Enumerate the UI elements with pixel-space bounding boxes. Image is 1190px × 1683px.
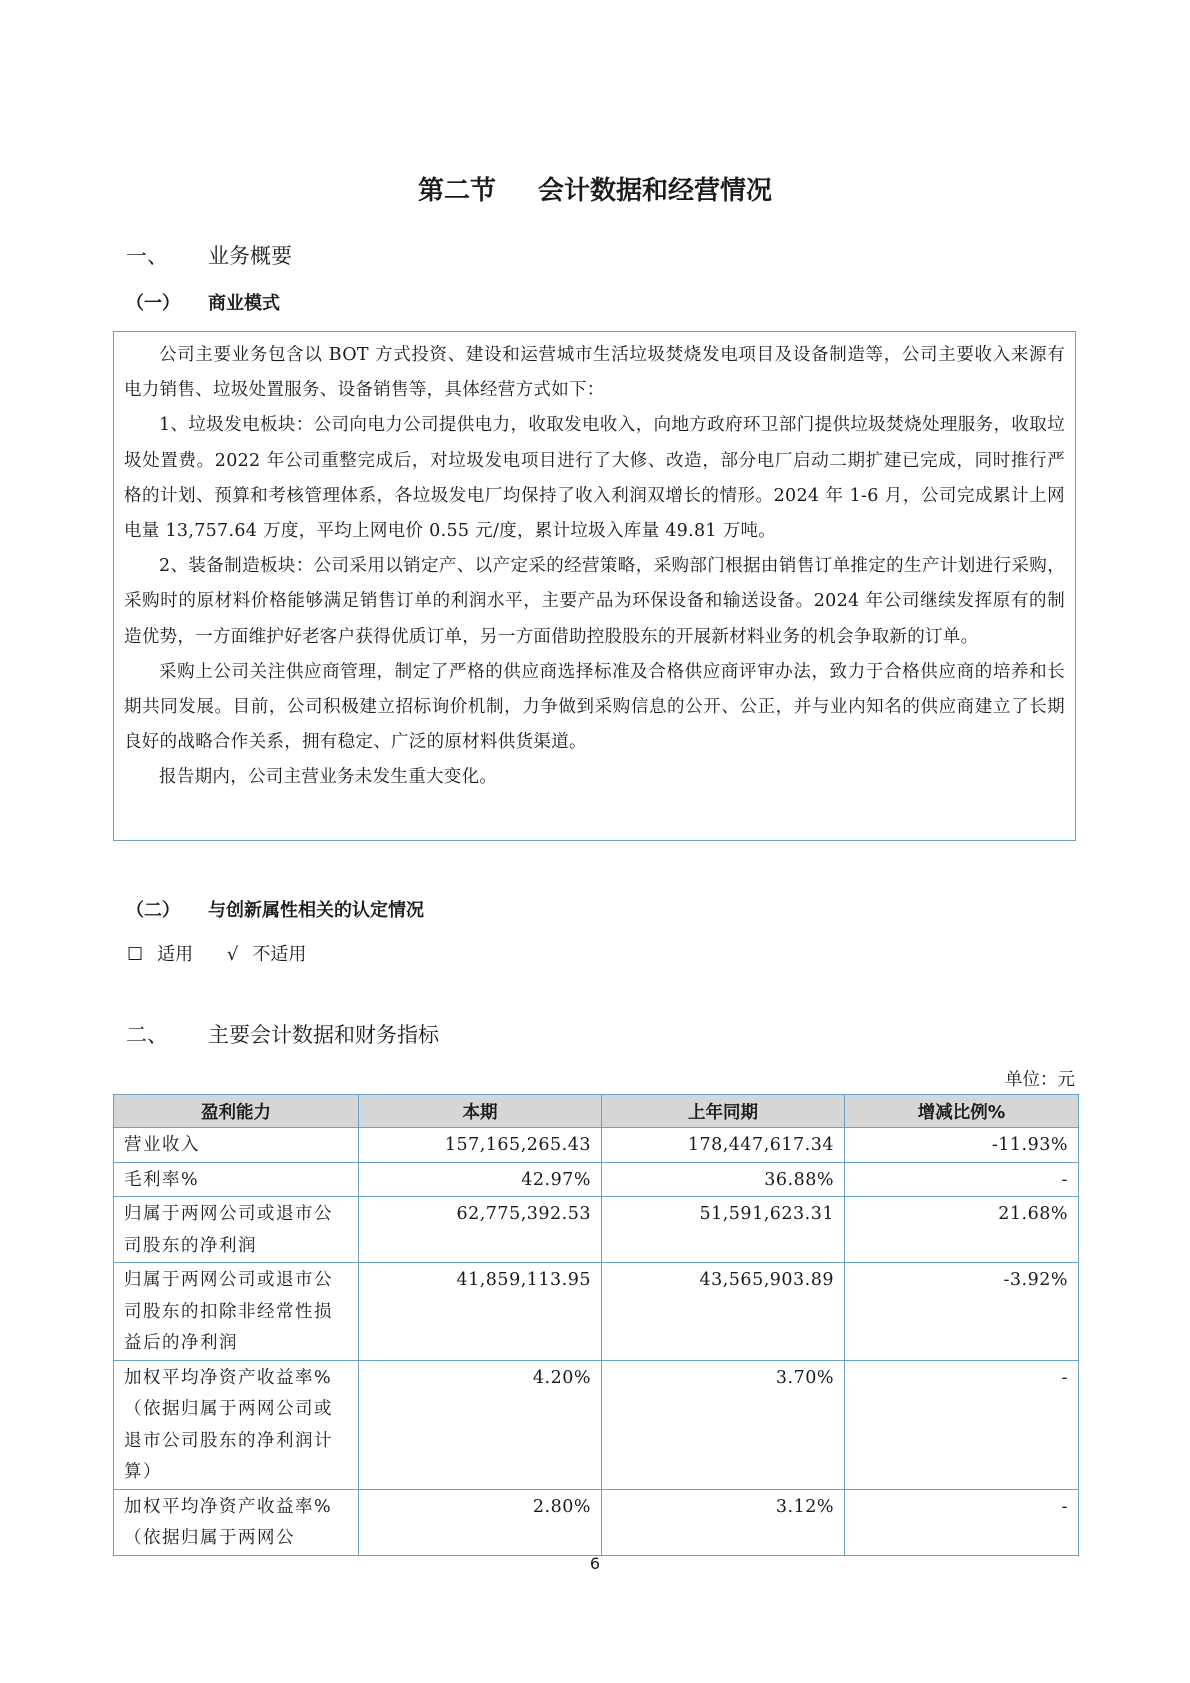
cell-current: 157,165,265.43 bbox=[359, 1128, 602, 1163]
cell-change: -11.93% bbox=[845, 1128, 1079, 1163]
heading-text: 商业模式 bbox=[208, 293, 280, 314]
row-label: 归属于两网公司或退市公司股东的净利润 bbox=[114, 1197, 359, 1263]
paragraph: 报告期内，公司主营业务未发生重大变化。 bbox=[159, 767, 498, 788]
table-row bbox=[114, 1489, 1079, 1555]
cell-prior: 36.88% bbox=[602, 1162, 845, 1197]
paragraph: 1、垃圾发电板块：公司向电力公司提供电力，收取发电收入，向地方政府环卫部门提供垃圾焚烧处理服务，收取垃圾处置费。2022 年公司重整完成后，对垃圾发电项目进行了大修、改造，部分电厂启动二期扩建已完成，同时推行严格的计划、预算和考核管理体系，各垃圾发电厂均保持了收入利润双增长的情形。2024 年 1-6 月，公司完成累计上网电量 13,757.64 万度，平均上网电价 0.55 元/度，累计垃圾入库量 49.81 万吨。 bbox=[124, 415, 1065, 542]
cell-prior: 178,447,617.34 bbox=[602, 1128, 845, 1163]
cell-prior: 3.12% bbox=[602, 1489, 845, 1555]
table-row bbox=[114, 1128, 1079, 1163]
checkbox-empty-icon: ☐ bbox=[127, 944, 144, 965]
col-header: 上年同期 bbox=[602, 1095, 845, 1128]
heading-business-overview bbox=[126, 240, 292, 270]
cell-current: 2.80% bbox=[359, 1489, 602, 1555]
heading-financial-indicators bbox=[126, 1019, 439, 1049]
business-model-box bbox=[113, 331, 1076, 841]
option-not-applicable bbox=[227, 944, 320, 965]
table-header-row bbox=[114, 1095, 1079, 1128]
table-row bbox=[114, 1197, 1079, 1263]
col-header: 本期 bbox=[359, 1095, 602, 1128]
row-label: 加权平均净资产收益率%（依据归属于两网公 bbox=[114, 1489, 359, 1555]
checkmark-icon: √ bbox=[226, 944, 239, 965]
cell-current: 41,859,113.95 bbox=[359, 1263, 602, 1361]
col-header: 盈利能力 bbox=[114, 1095, 359, 1128]
cell-change: - bbox=[845, 1360, 1079, 1489]
row-label: 营业收入 bbox=[114, 1128, 359, 1163]
applicability-options bbox=[127, 940, 334, 966]
paragraph: 公司主要业务包含以 BOT 方式投资、建设和运营城市生活垃圾焚烧发电项目及设备制造等，公司主要收入来源有电力销售、垃圾处置服务、设备销售等，具体经营方式如下： bbox=[124, 345, 1065, 401]
cell-change: 21.68% bbox=[845, 1197, 1079, 1263]
financial-table bbox=[113, 1094, 1079, 1556]
row-label: 归属于两网公司或退市公司股东的扣除非经常性损益后的净利润 bbox=[114, 1263, 359, 1361]
heading-text: 主要会计数据和财务指标 bbox=[208, 1023, 439, 1047]
row-label: 毛利率% bbox=[114, 1162, 359, 1197]
cell-prior: 43,565,903.89 bbox=[602, 1263, 845, 1361]
heading-innovation bbox=[126, 896, 424, 922]
row-label: 加权平均净资产收益率%（依据归属于两网公司或退市公司股东的净利润计算） bbox=[114, 1360, 359, 1489]
option-applicable bbox=[127, 944, 207, 965]
paragraph: 采购上公司关注供应商管理，制定了严格的供应商选择标准及合格供应商评审办法，致力于合格供应商的培养和长期共同发展。目前，公司积极建立招标询价机制，力争做到采购信息的公开、公正，并与业内知名的供应商建立了长期良好的战略合作关系，拥有稳定、广泛的原材料供货渠道。 bbox=[124, 661, 1065, 753]
page-number: 6 bbox=[589, 1554, 601, 1573]
heading-text: 业务概要 bbox=[208, 244, 292, 268]
heading-index: 二、 bbox=[126, 1023, 168, 1047]
cell-change: - bbox=[845, 1162, 1079, 1197]
section-number: 第二节 bbox=[417, 176, 496, 206]
table-row bbox=[114, 1263, 1079, 1361]
table-row bbox=[114, 1360, 1079, 1489]
cell-current: 42.97% bbox=[359, 1162, 602, 1197]
heading-index: （一） bbox=[126, 293, 180, 314]
cell-prior: 51,591,623.31 bbox=[602, 1197, 845, 1263]
cell-current: 62,775,392.53 bbox=[359, 1197, 602, 1263]
option-label: 不适用 bbox=[252, 944, 307, 965]
unit-label: 单位：元 bbox=[1005, 1070, 1075, 1090]
section-heading: 会计数据和经营情况 bbox=[538, 176, 773, 206]
cell-change: - bbox=[845, 1489, 1079, 1555]
option-label: 适用 bbox=[157, 944, 194, 965]
cell-prior: 3.70% bbox=[602, 1360, 845, 1489]
heading-text: 与创新属性相关的认定情况 bbox=[208, 900, 424, 921]
heading-index: 一、 bbox=[126, 244, 168, 268]
heading-business-model bbox=[126, 289, 280, 315]
cell-change: -3.92% bbox=[845, 1263, 1079, 1361]
paragraph: 2、装备制造板块：公司采用以销定产、以产定采的经营策略，采购部门根据由销售订单推定的生产计划进行采购，采购时的原材料价格能够满足销售订单的利润水平，主要产品为环保设备和输送设备。2024 年公司继续发挥原有的制造优势，一方面维护好老客户获得优质订单，另一方面借助控股股东的开展新材料业务的机会争取新的订单。 bbox=[124, 556, 1065, 647]
heading-index: （二） bbox=[126, 900, 180, 921]
cell-current: 4.20% bbox=[359, 1360, 602, 1489]
section-title bbox=[0, 170, 1190, 207]
table-row bbox=[114, 1162, 1079, 1197]
col-header: 增减比例% bbox=[845, 1095, 1079, 1128]
